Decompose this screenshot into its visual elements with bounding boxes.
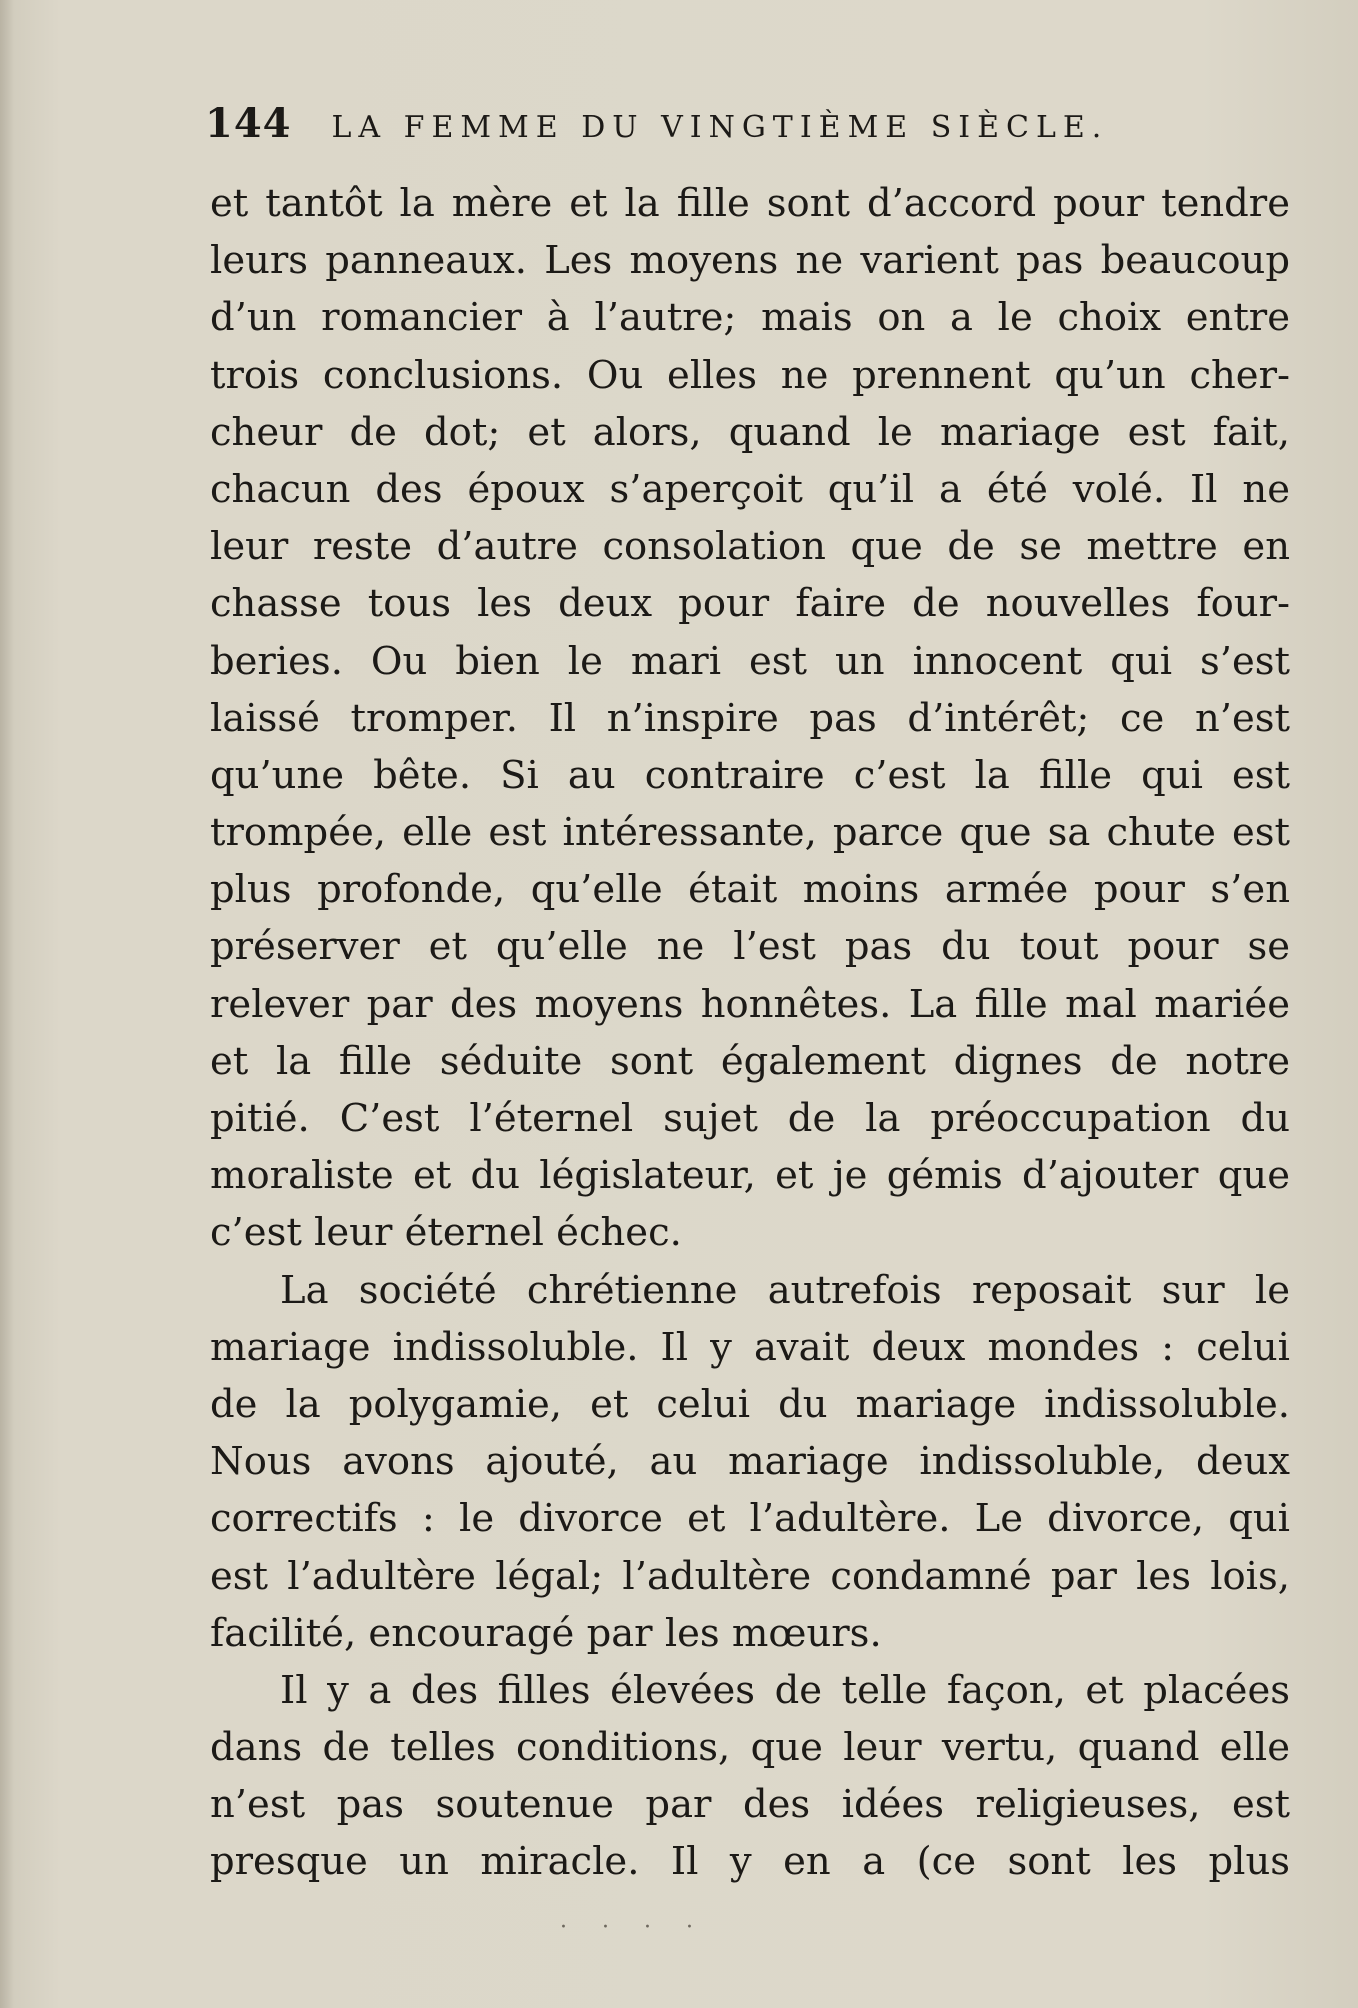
text-line: plus profonde, qu’elle était moins armée pour s’en	[210, 867, 1290, 913]
text-line: leur reste d’autre consolation que de se mettre en	[210, 524, 1290, 570]
text-line: moraliste et du législateur, et je gémis d’ajouter que	[210, 1153, 1290, 1199]
text-line: chacun des époux s’aperçoit qu’il a été volé. Il ne	[210, 466, 1290, 512]
text-line: pitié. C’est l’éternel sujet de la préoccupation du	[210, 1096, 1290, 1141]
text-line: facilité, encouragé par les mœurs.	[210, 1610, 882, 1656]
page-gutter-shadow	[0, 0, 14, 2008]
text-line: et la fille séduite sont également dignes de notre	[210, 1038, 1290, 1084]
text-line: leurs panneaux. Les moyens ne varient pas beaucoup	[210, 238, 1290, 284]
text-line: trois conclusions. Ou elles ne prennent qu’un cher-	[210, 352, 1290, 398]
text-line: de la polygamie, et celui du mariage indissoluble.	[210, 1381, 1290, 1427]
text-line: chasse tous les deux pour faire de nouvelles four-	[210, 581, 1290, 627]
page-number: 144	[205, 100, 292, 147]
text-line: correctifs : le divorce et l’adultère. Le divorce, qui	[210, 1496, 1290, 1542]
paragraph-2	[210, 1262, 1290, 1662]
text-line: préserver et qu’elle ne l’est pas du tout pour se	[210, 924, 1290, 970]
text-line: trompée, elle est intéressante, parce que sa chute est	[210, 810, 1290, 856]
body-text	[210, 175, 1290, 1891]
text-line: est l’adultère légal; l’adultère condamné par les lois,	[210, 1553, 1290, 1599]
paragraph-1	[210, 175, 1290, 1262]
text-line: relever par des moyens honnêtes. La fille mal mariée	[210, 981, 1290, 1027]
text-line: Il y a des filles élevées de telle façon, et placées	[280, 1667, 1290, 1713]
text-line: n’est pas soutenue par des idées religieuses, est	[210, 1782, 1290, 1828]
text-line: presque un miracle. Il y en a (ce sont les plus	[210, 1839, 1290, 1885]
text-line: dans de telles conditions, que leur vertu, quand elle	[210, 1725, 1290, 1771]
text-line: cheur de dot; et alors, quand le mariage est fait,	[210, 409, 1290, 455]
text-line: et tantôt la mère et la fille sont d’accord pour tendre	[210, 181, 1290, 226]
print-specks: · · · ·	[560, 1915, 707, 1940]
text-line: laissé tromper. Il n’inspire pas d’intérêt; ce n’est	[210, 695, 1290, 741]
text-line: beries. Ou bien le mari est un innocent qui s’est	[210, 638, 1290, 684]
text-line: La société chrétienne autrefois reposait sur le	[280, 1267, 1290, 1313]
page-header	[205, 100, 1205, 160]
running-title: LA FEMME DU VINGTIÈME SIÈCLE.	[331, 110, 1109, 145]
paragraph-3	[210, 1662, 1290, 1891]
text-line: mariage indissoluble. Il y avait deux mondes : celui	[210, 1324, 1290, 1370]
text-line: qu’une bête. Si au contraire c’est la fille qui est	[210, 752, 1290, 798]
text-line: c’est leur éternel échec.	[210, 1210, 682, 1256]
text-line: Nous avons ajouté, au mariage indissoluble, deux	[210, 1439, 1290, 1485]
text-line: d’un romancier à l’autre; mais on a le choix entre	[210, 295, 1290, 341]
